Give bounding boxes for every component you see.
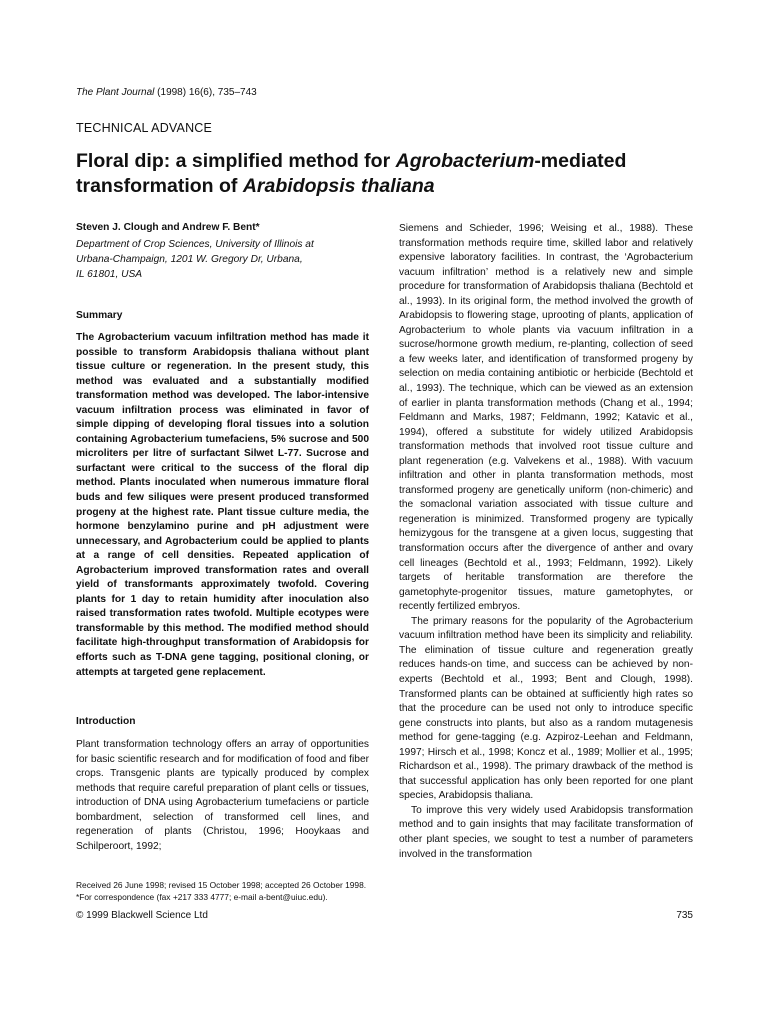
body-paragraph-1: Siemens and Schieder, 1996; Weising et al., 1988). These transformation methods require time, skilled labor and relatively expensive laboratory facilities. In contrast, the ‘Agrobacterium vacuum infiltration’ method is a relatively new and simple procedure for transformation of Arabidopsis thaliana (Bechtold et al., 1993). In its original form, the method involved the growth of Arabidopsis to flowering stage, uprooting of plants, application of Agrobacterium to whole plants via vacuum infiltration in a sucrose/hormone growth medium, re-planting, collection of seed a few weeks later, and identification of transformed progeny by selection on media containing antibiotic or herbicide (Bechtold et al., 1993). The technique, which can be viewed as an extension of earlier in planta transformation methods (Chang et al., 1994; Feldmann and Marks, 1987; Feldmann, 1992; Katavic et al., 1994), offered a substitute for widely utilized Arabidopsis transformation methods that involved root tissue culture and plant regeneration (e.g. Valvekens et al., 1988). With vacuum infiltration and other in planta transformation methods, most transformed progeny are genetically uniform (non-chimeric) and the somaclonal variation associated with tissue culture and regeneration is minimized. Transformed progeny are typically hemizygous for the transgene at a given locus, suggesting that transformation occurs after the divergence of anther and ovary cell lineages (Bechtold et al., 1993; Feldmann, 1992). Likely targets of heritable transformation are therefore the gametophyte-progenitor tissues, mature gametophytes, or recently fertilized embryos. [399,223,693,613]
received-dates: Received 26 June 1998; revised 15 October 1998; accepted 26 October 1998. [76,880,367,890]
introduction-text [76,738,369,854]
right-column-text [399,222,693,862]
article-type: TECHNICAL ADVANCE [76,121,213,135]
summary-text [76,331,369,680]
journal-name: The Plant Journal [76,87,155,98]
article-title [76,149,716,199]
title-part-2: -mediated transformation of [76,150,627,197]
title-italic-1: Agrobacterium [395,150,535,172]
title-part-1: Floral dip: a simplified method for [76,150,396,172]
page-number: 735 [676,910,693,921]
authors: Steven J. Clough and Andrew F. Bent* [76,222,260,233]
introduction-heading: Introduction [76,716,136,727]
journal-citation [76,87,257,98]
body-paragraph-2: The primary reasons for the popularity of the Agrobacterium vacuum infiltration method have been its simplicity and reliability. The elimination of tissue culture and regeneration greatly reduces hands-on time, and success can be achieved by non-experts (Bechtold et al., 1993; Bent and Clough, 1998). Transformed plants can be obtained at sufficiently high rates so that the procedure can be used not only to introduce specific gene constructs into plants, but also as a random mutagenesis method for gene-tagging (e.g. Azpiroz-Leehan and Feldmann, 1997; Hirsch et al., 1998; Koncz et al., 1989; Mollier et al., 1995; Richardson et al., 1998). The primary drawback of the method is that successful application has only been reported for one plant species, Arabidopsis thaliana. [399,615,693,802]
journal-volume-pages: (1998) 16(6), 735–743 [157,87,257,98]
introduction-paragraph: Plant transformation technology offers an array of opportunities for basic scientific research and for modification of food and fiber crops. Transgenic plants are typically produced by complex methods that require careful preparation of plant cells or tissues, introduction of DNA using Agrobacterium tumefaciens or particle bombardment, selection of transformed cell lines, and regeneration of plants (Christou, 1996; Hooykaas and Schilperoort, 1992; [76,739,369,852]
correspondence-note: *For correspondence (fax +217 333 4777; e-mail a-bent@uiuc.edu). [76,891,328,902]
body-paragraph-3: To improve this very widely used Arabidopsis transformation method and to gain insights that may facilitate transformation of other plant species, we sought to test a number of parameters involved in the transformation [399,804,693,860]
affiliation: Department of Crop Sciences, University of Illinois at Urbana-Champaign, 1201 W. Gregory Dr, Urbana, IL 61801, USA [76,239,314,280]
footnote [76,880,369,903]
title-italic-2: Arabidopsis thaliana [242,175,435,197]
copyright: © 1999 Blackwell Science Ltd [76,910,208,921]
summary-heading: Summary [76,310,123,321]
summary-paragraph: The Agrobacterium vacuum infiltration method has made it possible to transform Arabidopsis thaliana without plant tissue culture or regeneration. In the present study, this method was evaluated and a substantially modified transformation method was developed. The labor-intensive vacuum infiltration process was eliminated in favor of simple dipping of developing floral tissues into a solution containing Agrobacterium tumefaciens, 5% sucrose and 500 microliters per litre of surfactant Silwet L-77. Sucrose and surfactant were critical to the success of the floral dip method. Plants inoculated when numerous immature floral buds and few siliques were present produced transformed progeny at the highest rate. Plant tissue culture media, the hormone benzylamino purine and pH adjustment were unnecessary, and Agrobacterium could be applied to plants at a range of cell densities. Repeated application of Agrobacterium improved transformation rates and overall yield of transformants approximately twofold. Covering plants for 1 day to retain humidity after inoculation also raised transformation rates twofold. Multiple ecotypes were transformable by this method. The modified method should facilitate high-throughput transformation of Arabidopsis for efforts such as T-DNA gene tagging, positional cloning, or attempts at targeted gene replacement. [76,332,369,678]
